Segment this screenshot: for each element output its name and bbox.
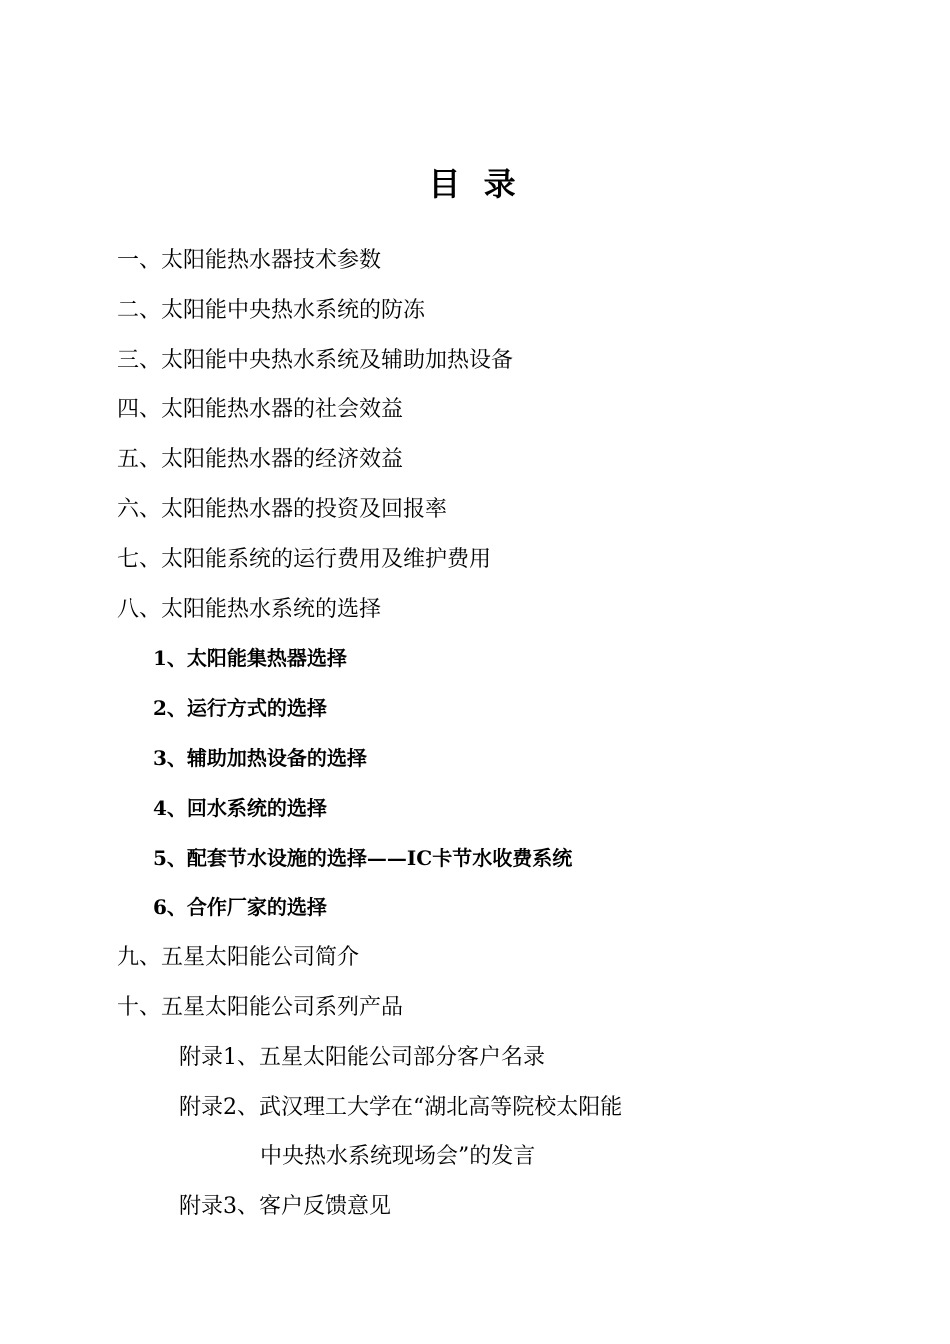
toc-entry: 七、太阳能系统的运行费用及维护费用 bbox=[117, 546, 492, 572]
toc-entry: 三、太阳能中央热水系统及辅助加热设备 bbox=[117, 347, 514, 373]
toc-entry: 九、五星太阳能公司简介 bbox=[117, 945, 360, 971]
toc-entry: 四、太阳能热水器的社会效益 bbox=[117, 397, 404, 423]
toc-entry: 五、太阳能热水器的经济效益 bbox=[117, 447, 404, 473]
toc-entry: 一、太阳能热水器技术参数 bbox=[117, 248, 382, 273]
toc-subentry: 2、运行方式的选择 bbox=[153, 696, 327, 721]
toc-entry: 二、太阳能中央热水系统的防冻 bbox=[117, 297, 426, 323]
toc-appendix-entry: 附录2、武汉理工大学在“湖北高等院校太阳能 bbox=[179, 1094, 623, 1120]
toc-title: 目 录 bbox=[428, 165, 522, 203]
toc-subentry: 4、回水系统的选择 bbox=[153, 795, 327, 820]
toc-entry: 八、太阳能热水系统的选择 bbox=[117, 596, 382, 622]
toc-subentry: 5、配套节水设施的选择——IC卡节水收费系统 bbox=[153, 845, 573, 870]
toc-appendix-entry: 中央热水系统现场会”的发言 bbox=[260, 1144, 536, 1170]
toc-appendix-entry: 附录3、客户反馈意见 bbox=[179, 1194, 391, 1220]
toc-subentry: 1、太阳能集热器选择 bbox=[153, 646, 347, 671]
toc-subentry: 3、辅助加热设备的选择 bbox=[153, 745, 367, 770]
table-of-contents bbox=[0, 236, 950, 1232]
toc-entry: 六、太阳能热水器的投资及回报率 bbox=[117, 496, 448, 522]
toc-entry: 十、五星太阳能公司系列产品 bbox=[117, 994, 404, 1020]
toc-appendix-entry: 附录1、五星太阳能公司部分客户名录 bbox=[179, 1044, 545, 1070]
toc-subentry: 6、合作厂家的选择 bbox=[153, 895, 327, 920]
